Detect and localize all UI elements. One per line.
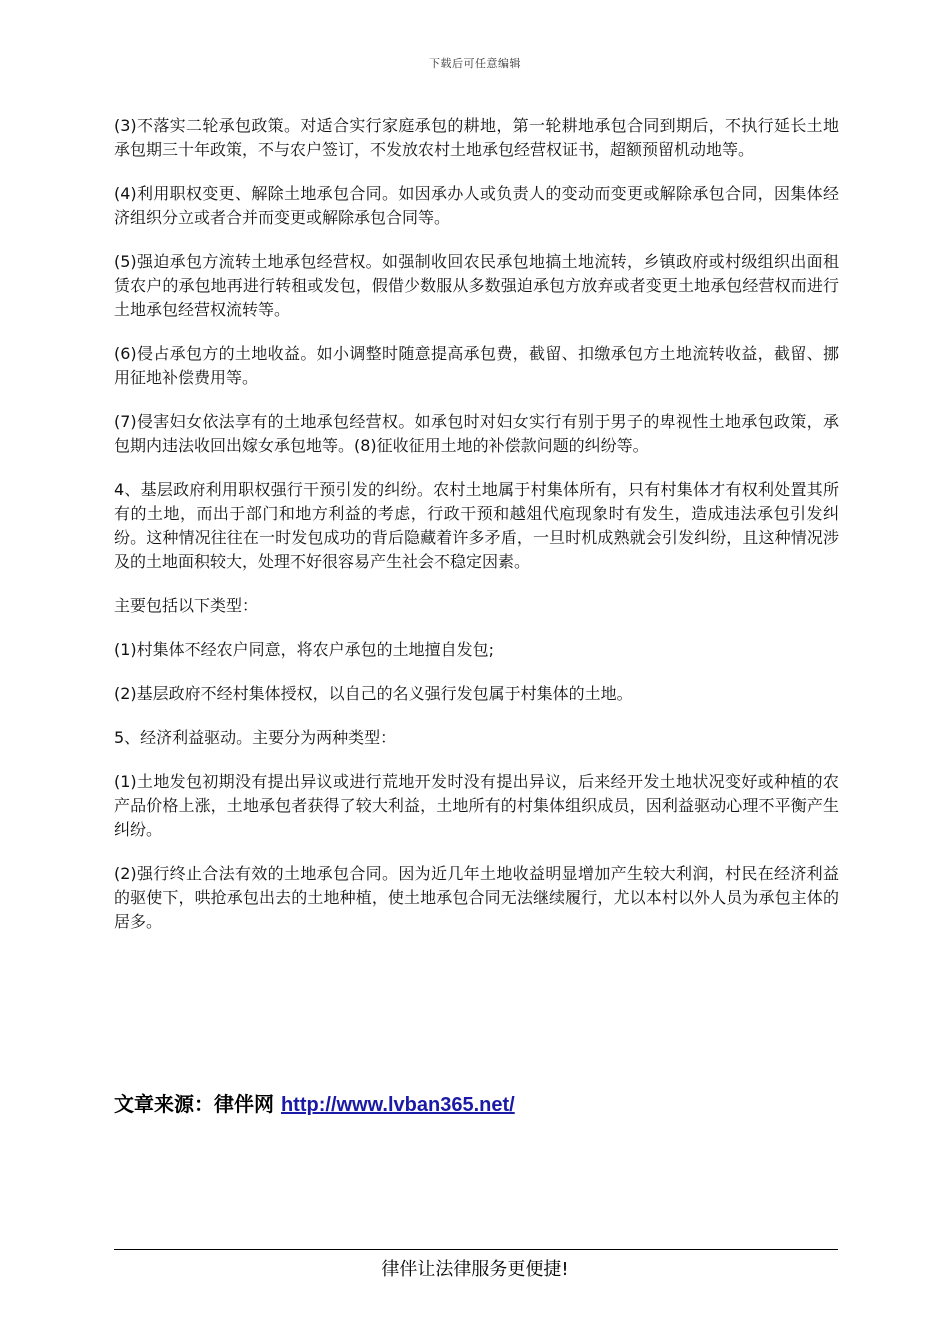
type-1-paragraph: (1)村集体不经农户同意，将农户承包的土地擅自发包; [114, 640, 495, 659]
type-2-paragraph: (2)基层政府不经村集体授权，以自己的名义强行发包属于村集体的土地。 [114, 684, 633, 703]
section-5-type-1: (1)土地发包初期没有提出异议或进行荒地开发时没有提出异议，后来经开发土地状况变好或种植的农产品价格上涨，土地承包者获得了较大利益，土地所有的村集体组织成员，因利益驱动心理不平衡产生纠纷。 [114, 772, 839, 839]
section-5-heading: 5、经济利益驱动。主要分为两种类型： [114, 728, 397, 747]
article-source [114, 1088, 515, 1117]
paragraph-3: (3)不落实二轮承包政策。对适合实行家庭承包的耕地，第一轮耕地承包合同到期后，不执行延长土地承包期三十年政策，不与农户签订，不发放农村土地承包经营权证书，超额预留机动地等。 [114, 116, 839, 159]
header-note: 下载后可任意编辑 [429, 57, 521, 70]
document-body [114, 114, 839, 954]
footer-divider [114, 1249, 838, 1250]
footer-slogan: 律伴让法律服务更便捷! [381, 1259, 569, 1280]
section-4-paragraph: 4、基层政府利用职权强行干预引发的纠纷。农村土地属于村集体所有，只有村集体才有权利处置其所有的土地，而出于部门和地方利益的考虑，行政干预和越俎代庖现象时有发生，造成违法承包引发纠纷。这种情况往往在一时发包成功的背后隐藏着许多矛盾，一旦时机成熟就会引发纠纷，且这种情况涉及的土地面积较大，处理不好很容易产生社会不稳定因素。 [114, 480, 839, 571]
section-5-type-2: (2)强行终止合法有效的土地承包合同。因为近几年土地收益明显增加产生较大利润，村民在经济利益的驱使下，哄抢承包出去的土地种植，使土地承包合同无法继续履行，尤以本村以外人员为承包主体的居多。 [114, 864, 839, 931]
paragraph-5: (5)强迫承包方流转土地承包经营权。如强制收回农民承包地搞土地流转，乡镇政府或村级组织出面租赁农户的承包地再进行转租或发包，假借少数服从多数强迫承包方放弃或者变更土地承包经营权而进行土地承包经营权流转等。 [114, 252, 839, 319]
types-intro: 主要包括以下类型： [114, 596, 259, 615]
paragraph-6: (6)侵占承包方的土地收益。如小调整时随意提高承包费，截留、扣缴承包方土地流转收益，截留、挪用征地补偿费用等。 [114, 344, 839, 387]
paragraph-7: (7)侵害妇女依法享有的土地承包经营权。如承包时对妇女实行有别于男子的卑视性土地承包政策，承包期内违法收回出嫁女承包地等。(8)征收征用土地的补偿款问题的纠纷等。 [114, 412, 839, 455]
source-link[interactable]: http://www.lvban365.net/ [280, 1094, 515, 1116]
paragraph-4: (4)利用职权变更、解除土地承包合同。如因承办人或负责人的变动而变更或解除承包合同，因集体经济组织分立或者合并而变更或解除承包合同等。 [114, 184, 839, 227]
source-label: 文章来源：律伴网 [114, 1092, 281, 1116]
